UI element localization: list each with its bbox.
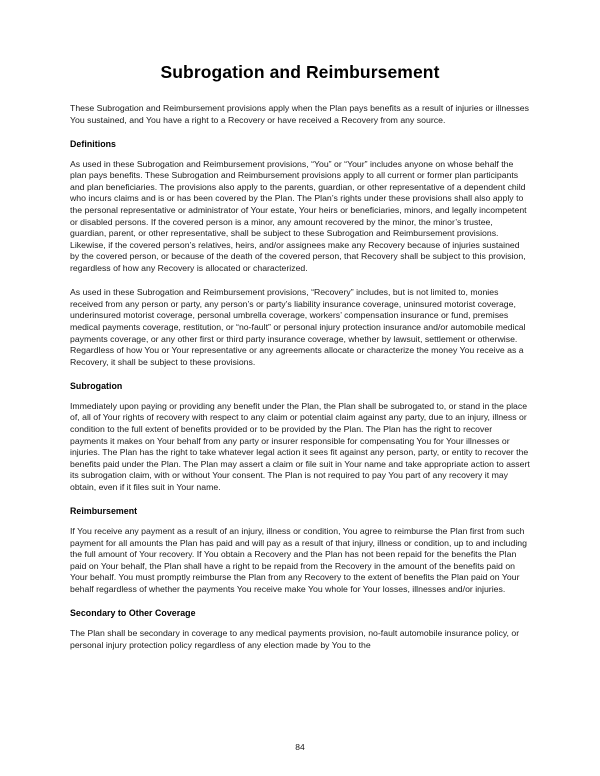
section-paragraph: As used in these Subrogation and Reimbursement provisions, “Recovery” includes, but is not limited to, monies received from any person or party, any person’s or party’s liability insurance coverage, uninsured motorist coverage, underinsured motorist coverage, personal umbrella coverage, workers’ compensation insurance or fund, premises medical payments coverage, restitution, or “no-fault” or personal injury protection insurance and/or automobile medical payments coverage, or any other first or third party insurance coverage, whether by lawsuit, settlement or otherwise. Regardless of how You or Your representative or any agreements allocate or characterize the money You receive as a Recovery, it shall be subject to these provisions. xyxy=(70,287,526,367)
page-title: Subrogation and Reimbursement xyxy=(160,62,440,82)
section-paragraph: Immediately upon paying or providing any benefit under the Plan, the Plan shall be subrogated to, or stand in the place of, all of Your rights of recovery with respect to any claim or potential claim against any party, due to an injury, illness or condition to the full extent of benefits provided or to be provided by the Plan. The Plan has the right to recover payments it makes on Your behalf from any party or insurer responsible for compensating You for Your illnesses or injuries. The Plan has the right to take whatever legal action it sees fit against any person, party, or entity to recover the benefits paid under the Plan. The Plan may assert a claim or file suit in Your name and take appropriate action to assert its subrogation claim, with or without Your consent. The Plan is not required to pay You part of any recovery it may obtain, even if it files suit in Your name. xyxy=(70,400,530,492)
section-subrogation xyxy=(70,381,530,494)
intro-paragraph: These Subrogation and Reimbursement provisions apply when the Plan pays benefits as a result of injuries or illnesses You sustained, and You have a right to a Recovery or have received a Recovery from any source. xyxy=(70,103,529,125)
section-reimbursement xyxy=(70,506,530,596)
section-paragraph: If You receive any payment as a result of an injury, illness or condition, You agree to reimburse the Plan first from such payment for all amounts the Plan has paid and will pay as a result of that injury, illness or condition, up to and including the full amount of Your recovery. If You obtain a Recovery and the Plan has not been repaid for the benefits the Plan paid on Your behalf, the Plan shall have a right to be repaid from the Recovery in the amount of the benefits paid on Your behalf. You must promptly reimburse the Plan from any Recovery to the extent of benefits the Plan paid on Your behalf regardless of whether the payments You receive make You whole for Your losses, illnesses and/or injuries. xyxy=(70,526,527,594)
section-heading-reimbursement: Reimbursement xyxy=(70,506,138,517)
section-heading-subrogation: Subrogation xyxy=(70,380,123,391)
section-secondary-to-other-coverage xyxy=(70,608,530,651)
page-number: 84 xyxy=(295,742,305,752)
section-paragraph: As used in these Subrogation and Reimbursement provisions, “You” or “Your” includes anyone on whose behalf the plan pays benefits. These Subrogation and Reimbursement provisions apply to all current or former plan participants and plan beneficiaries. The provisions also apply to the parents, guardian, or other representative of a dependent child who incurs claims and is or has been covered by the Plan. The Plan’s rights under these provisions shall also apply to the personal representative or administrator of Your estate, Your heirs or beneficiaries, minors, and legally incompetent or disabled persons. If the covered person is a minor, any amount recovered by the minor, the minor’s trustee, guardian, parent, or other representative, shall be subject to these Subrogation and Reimbursement provisions. Likewise, if the covered person’s relatives, heirs, and/or assignees make any Recovery because of injuries sustained by the covered person, or because of the death of the covered person, that Recovery shall be subject to this provision, regardless of how any Recovery is allocated or characterized. xyxy=(70,158,527,274)
section-heading-definitions: Definitions xyxy=(70,138,116,149)
section-paragraph: The Plan shall be secondary in coverage to any medical payments provision, no-fault automobile insurance policy, or personal injury protection policy regardless of any election made by You to the xyxy=(70,628,520,650)
section-definitions xyxy=(70,139,530,369)
section-heading-secondary-to-other-coverage: Secondary to Other Coverage xyxy=(70,608,196,619)
